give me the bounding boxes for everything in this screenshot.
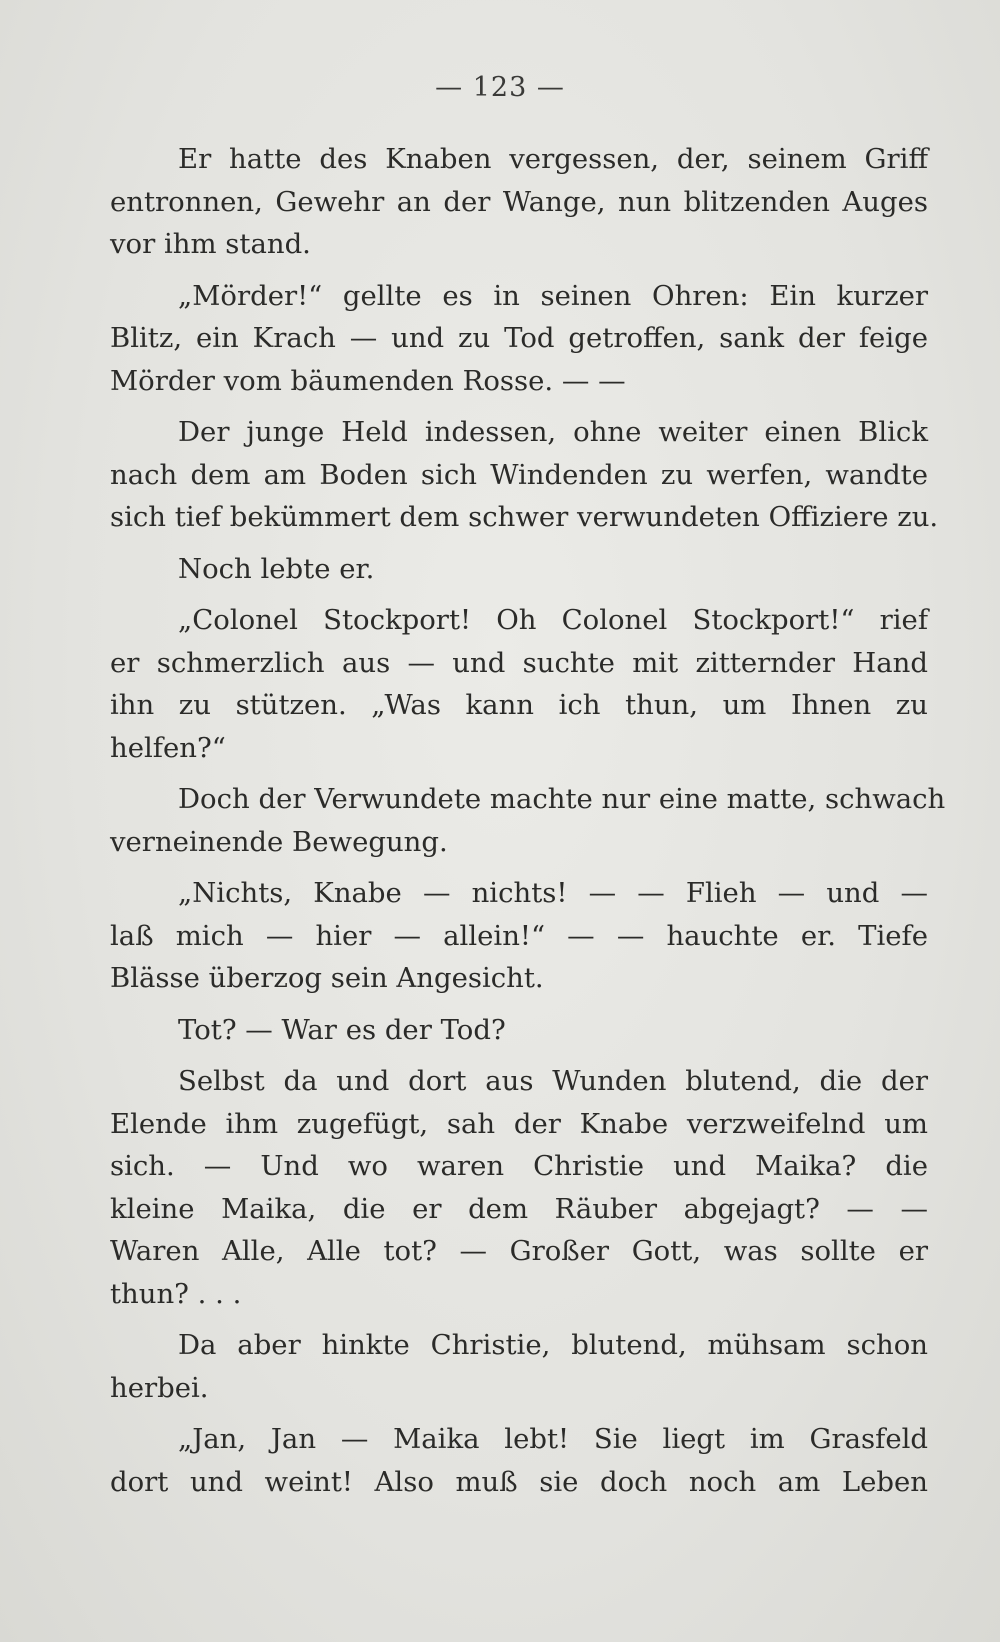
paragraph — [110, 1324, 928, 1409]
text-line: Doch der Verwundete machte nur eine matte, schwach — [178, 783, 946, 815]
text-line: er schmerzlich aus — und suchte mit zitternder Hand — [110, 646, 928, 679]
text-line: Blitz, ein Krach — und zu Tod getroffen, sank der feige — [110, 322, 928, 354]
text-line: kleine Maika, die er dem Räuber abgejagt? — — — [110, 1192, 928, 1225]
text-line: Elende ihm zugefügt, sah der Knabe verzweifelnd um — [110, 1107, 928, 1140]
text-line: Noch lebte er. — [178, 552, 375, 585]
text-line: ihn zu stützen. „Was kann ich thun, um Ihnen zu — [110, 689, 928, 721]
text-line: Mörder vom bäumenden Rosse. — — — [110, 364, 626, 397]
paragraph — [110, 599, 928, 769]
paragraph — [110, 138, 928, 266]
paragraph — [110, 778, 946, 863]
text-line: Blässe überzog sein Angesicht. — [110, 962, 544, 994]
body-text — [110, 138, 946, 1512]
paragraph — [110, 1009, 928, 1052]
paragraph — [110, 275, 928, 403]
paragraph — [110, 872, 928, 1000]
paragraph — [110, 411, 939, 539]
text-line: laß mich — hier — allein!“ — — hauchte er. Tiefe — [110, 919, 928, 952]
text-line: Er hatte des Knaben vergessen, der, seinem Griff — [178, 143, 928, 175]
page-number: — 123 — — [435, 72, 565, 103]
text-line: Der junge Held indessen, ohne weiter einen Blick — [178, 416, 928, 448]
text-line: „Nichts, Knabe — nichts! — — Flieh — und — — [178, 877, 928, 909]
text-line: „Colonel Stockport! Oh Colonel Stockport!“ rief — [178, 604, 928, 636]
text-line: Waren Alle, Alle tot? — Großer Gott, was sollte er — [110, 1235, 928, 1267]
text-line: Da aber hinkte Christie, blutend, mühsam schon — [178, 1329, 928, 1361]
text-line: helfen?“ — [110, 731, 226, 764]
paragraph — [110, 548, 928, 591]
text-line: sich. — Und wo waren Christie und Maika? die — [110, 1150, 928, 1182]
text-line: entronnen, Gewehr an der Wange, nun blitzenden Auges — [110, 185, 928, 218]
text-line: dort und weint! Also muß sie doch noch am Leben — [110, 1465, 928, 1498]
text-line: Tot? — War es der Tod? — [178, 1013, 506, 1046]
text-line: herbei. — [110, 1371, 209, 1404]
paragraph — [110, 1060, 928, 1315]
text-line: „Jan, Jan — Maika lebt! Sie liegt im Grasfeld — [178, 1423, 928, 1455]
text-line: verneinende Bewegung. — [110, 825, 448, 858]
paragraph — [110, 1418, 928, 1503]
text-line: nach dem am Boden sich Windenden zu werfen, wandte — [110, 458, 928, 491]
text-line: sich tief bekümmert dem schwer verwundeten Offiziere zu. — [110, 501, 939, 533]
text-line: thun? . . . — [110, 1277, 242, 1310]
text-line: „Mörder!“ gellte es in seinen Ohren: Ein kurzer — [178, 279, 928, 312]
text-line: Selbst da und dort aus Wunden blutend, die der — [178, 1065, 928, 1097]
text-line: vor ihm stand. — [110, 228, 311, 260]
